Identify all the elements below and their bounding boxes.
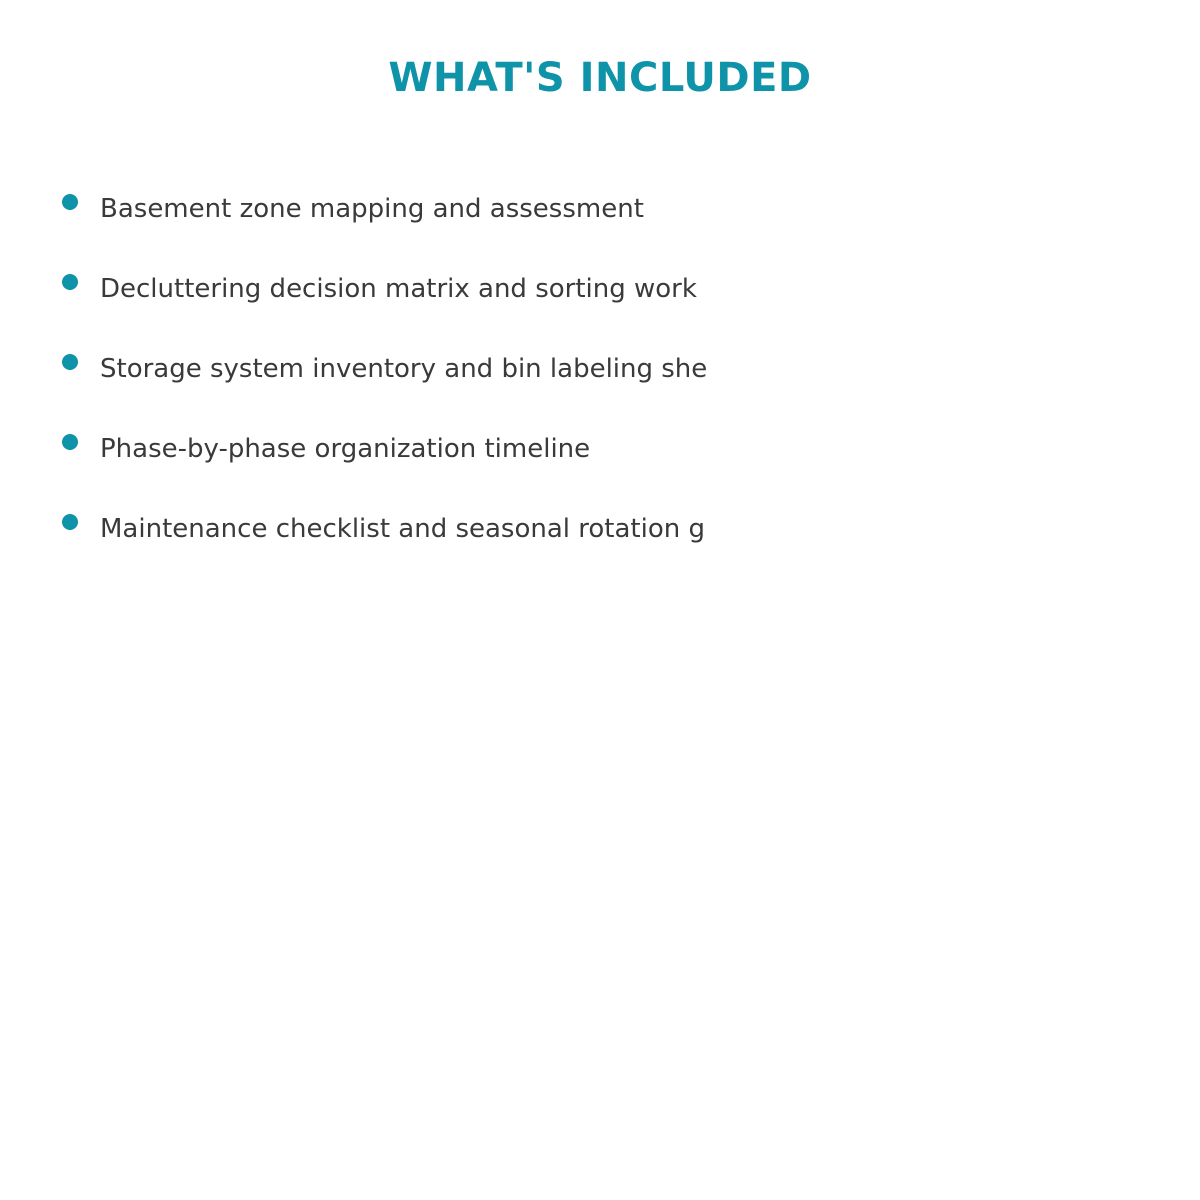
bullet-icon bbox=[62, 274, 78, 290]
bullet-icon bbox=[62, 514, 78, 530]
list-item-text: Maintenance checklist and seasonal rotation g bbox=[100, 514, 706, 544]
list-item-text: Decluttering decision matrix and sorting work bbox=[100, 274, 697, 304]
bullet-icon bbox=[62, 434, 78, 450]
list-item bbox=[62, 513, 1200, 546]
bullet-icon bbox=[62, 194, 78, 210]
bullet-icon bbox=[62, 354, 78, 370]
list-item-text: Storage system inventory and bin labeling she bbox=[100, 354, 708, 384]
list-item-text: Phase-by-phase organization timeline bbox=[100, 434, 591, 464]
included-list bbox=[0, 193, 1200, 546]
list-item-text: Basement zone mapping and assessment bbox=[100, 194, 644, 224]
list-item bbox=[62, 193, 1200, 226]
page-title: WHAT'S INCLUDED bbox=[388, 55, 812, 101]
list-item bbox=[62, 433, 1200, 466]
list-item bbox=[62, 353, 1200, 386]
list-item bbox=[62, 273, 1200, 306]
